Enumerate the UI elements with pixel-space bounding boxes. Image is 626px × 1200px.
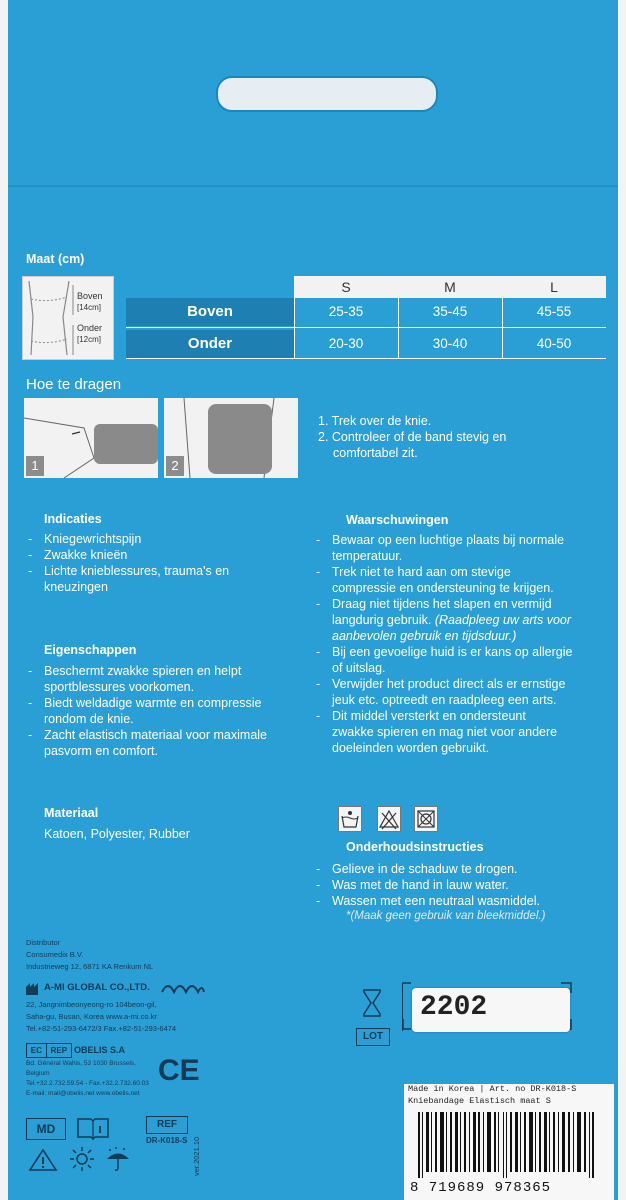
ref-symbol: REF [146,1116,188,1134]
table-col-line [502,298,503,358]
barcode-panel [404,1084,614,1200]
table-col-line [398,298,399,358]
cell-upper-s: 25-35 [328,304,364,319]
size-row-lower [126,330,606,358]
cell-lower-s: 20-30 [328,336,364,351]
barcode-number: 8 719689 978365 [410,1180,552,1196]
size-row-upper [126,298,606,326]
step-1-badge: 1 [26,456,44,476]
material-text: Katoen, Polyester, Rubber [44,827,190,841]
wear-instruction-2: 2. Controleer of de band stevig en [318,430,507,444]
distributor-name: Consumedix B.V. [26,950,84,959]
warning-triangle-icon [28,1148,58,1172]
step-2-badge: 2 [166,456,184,476]
table-bottom [126,358,606,359]
upper-label: Boven [77,291,103,301]
warning-note: (Raadpleeg uw arts voor [434,613,572,627]
amiglobal-logo-icon [160,980,206,994]
cell-upper-m: 35-45 [432,304,468,319]
care-title: Onderhoudsinstructies [346,840,484,854]
size-col-l: L [550,279,558,295]
barcode-icon [410,1112,610,1180]
material-title: Materiaal [44,806,99,820]
table-col-line [294,298,295,358]
indications-title: Indicaties [44,512,102,526]
size-table [126,276,606,358]
lot-sticker [412,988,570,1032]
hang-hole [216,76,438,112]
lot-code: 2202 [420,992,488,1023]
md-symbol: MD [26,1118,66,1140]
wear-step-1-illustration [24,398,158,478]
hourglass-expiry-icon [358,988,386,1018]
size-col-m: M [444,279,456,295]
ec-rep-badge [26,1043,72,1058]
no-tumble-dry-icon [414,806,438,832]
lower-cm: [12cm] [77,335,102,344]
properties-title: Eigenschappen [44,643,137,657]
wear-instruction-1: 1. Trek over de knie. [318,414,432,428]
distributor-address: Industrieweg 12, 6871 KA Renkum NL [26,962,154,971]
instructions-book-icon [76,1116,110,1140]
manufacturer-name: A-MI GLOBAL CO.,LTD. [44,982,150,993]
manufacturer-contact: Tel.+82-51-293-6472/3 Fax.+82-51-293-6474 [26,1024,177,1033]
no-bleach-icon [377,806,401,832]
keep-dry-umbrella-icon [104,1146,132,1172]
keep-away-sunlight-icon [68,1146,96,1172]
row-label-upper: Boven [126,298,294,326]
ec-rep-country: Belgium [26,1070,50,1077]
size-col-s: S [341,279,351,295]
lot-symbol: LOT [356,1028,390,1046]
cell-lower-m: 30-40 [432,336,468,351]
knee-pull-icon [24,398,158,478]
knee-wrapped-icon [164,398,298,478]
lower-label: Onder [77,323,103,333]
upper-cm: [14cm] [77,303,102,312]
manufacturer-city: Saha-gu, Busan, Korea www.a-mi.co.kr [26,1012,157,1021]
distributor-label: Distributor [26,938,61,947]
handwash-icon [338,806,362,832]
knee-outline-icon [23,277,113,359]
manufacturer-icon [26,982,40,994]
made-in-line: Made in Korea | Art. no DR-K018-S [408,1084,577,1094]
knee-size-illustration [22,276,114,360]
wear-step-2-illustration [164,398,298,478]
cell-lower-l: 40-50 [536,336,572,351]
care-note: *(Maak geen gebruik van bleekmiddel.) [346,910,546,922]
ec-rep-address: Bd. Général Wahis, 53 1030 Brussels, [26,1060,136,1067]
version-label: ver.2021.10 [192,1136,201,1176]
wear-instruction-2-cont: comfortabel zit. [333,446,418,460]
row-label-lower: Onder [126,330,294,358]
product-name: Kniebandage Elastisch maat S [408,1096,551,1106]
wear-title: Hoe te dragen [26,376,122,393]
manufacturer-address: 22, Jangnimbeonyeong-ro 104beon-gil, [26,1000,157,1009]
warnings-title: Waarschuwingen [346,513,449,527]
table-divider [126,327,606,328]
ec-rep-email: E-mail: mail@obelis.net www.obelis.net [26,1090,140,1097]
ref-code: DR-K018-S [146,1136,188,1145]
ec-label: EC [27,1044,47,1057]
ec-rep-name: OBELIS S.A [74,1045,126,1055]
size-title: Maat (cm) [26,252,85,266]
size-header [294,276,606,298]
rep-label: REP [50,1046,68,1055]
cell-upper-l: 45-55 [536,304,572,319]
ec-rep-phone: Tel.+32.2.732.59.54 - Fax.+32.2.732.60.03 [26,1080,149,1087]
fold-line [8,185,618,187]
ce-mark: CE [158,1054,200,1087]
